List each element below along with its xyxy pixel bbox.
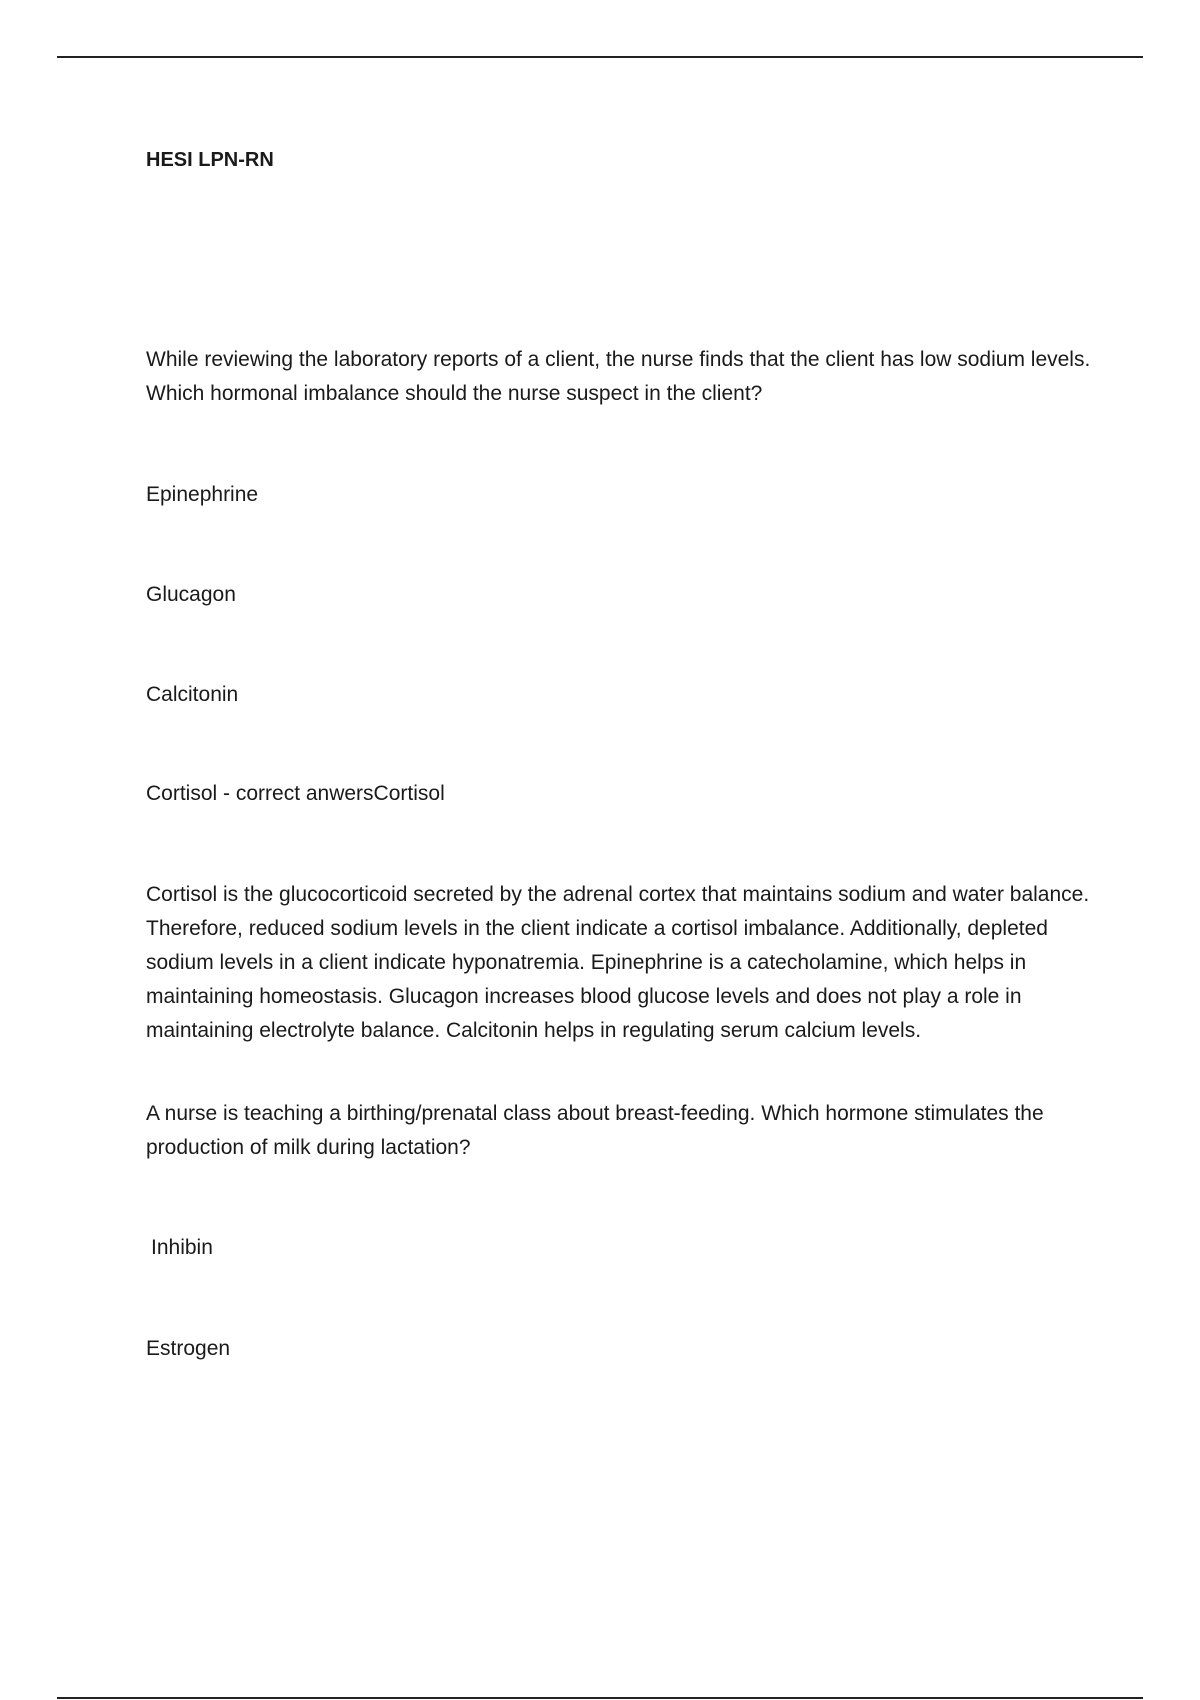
top-divider [57,56,1143,58]
question-1-option-4-answer: Cortisol - correct anwersCortisol [146,782,445,805]
question-2-option-1: Inhibin [151,1236,213,1259]
question-1-rationale: Cortisol is the glucocorticoid secreted by the adrenal cortex that maintains sodium and water balance. Therefore, reduced sodium levels in the client indicate a cortisol imbalance. Additionally, depleted sodium levels in a client indicate hyponatremia. Epinephrine is a catecholamine, which helps in maintaining homeostasis. Glucagon increases blood glucose levels and does not play a role in maintaining electrolyte balance. Calcitonin helps in regulating serum calcium levels. [146,883,1090,1042]
document-title: HESI LPN-RN [146,149,274,171]
question-1-option-1: Epinephrine [146,483,259,506]
question-1-prompt: While reviewing the laboratory reports of a client, the nurse finds that the client has low sodium levels. Which hormonal imbalance should the nurse suspect in the client? [146,348,1091,405]
question-1-option-2: Glucagon [146,583,236,606]
bottom-divider [57,1697,1143,1699]
question-2-prompt: A nurse is teaching a birthing/prenatal class about breast-feeding. Which hormone stimulates the production of milk during lactation? [146,1102,1044,1159]
question-1-option-3: Calcitonin [146,683,239,706]
question-2-option-2: Estrogen [146,1337,231,1360]
